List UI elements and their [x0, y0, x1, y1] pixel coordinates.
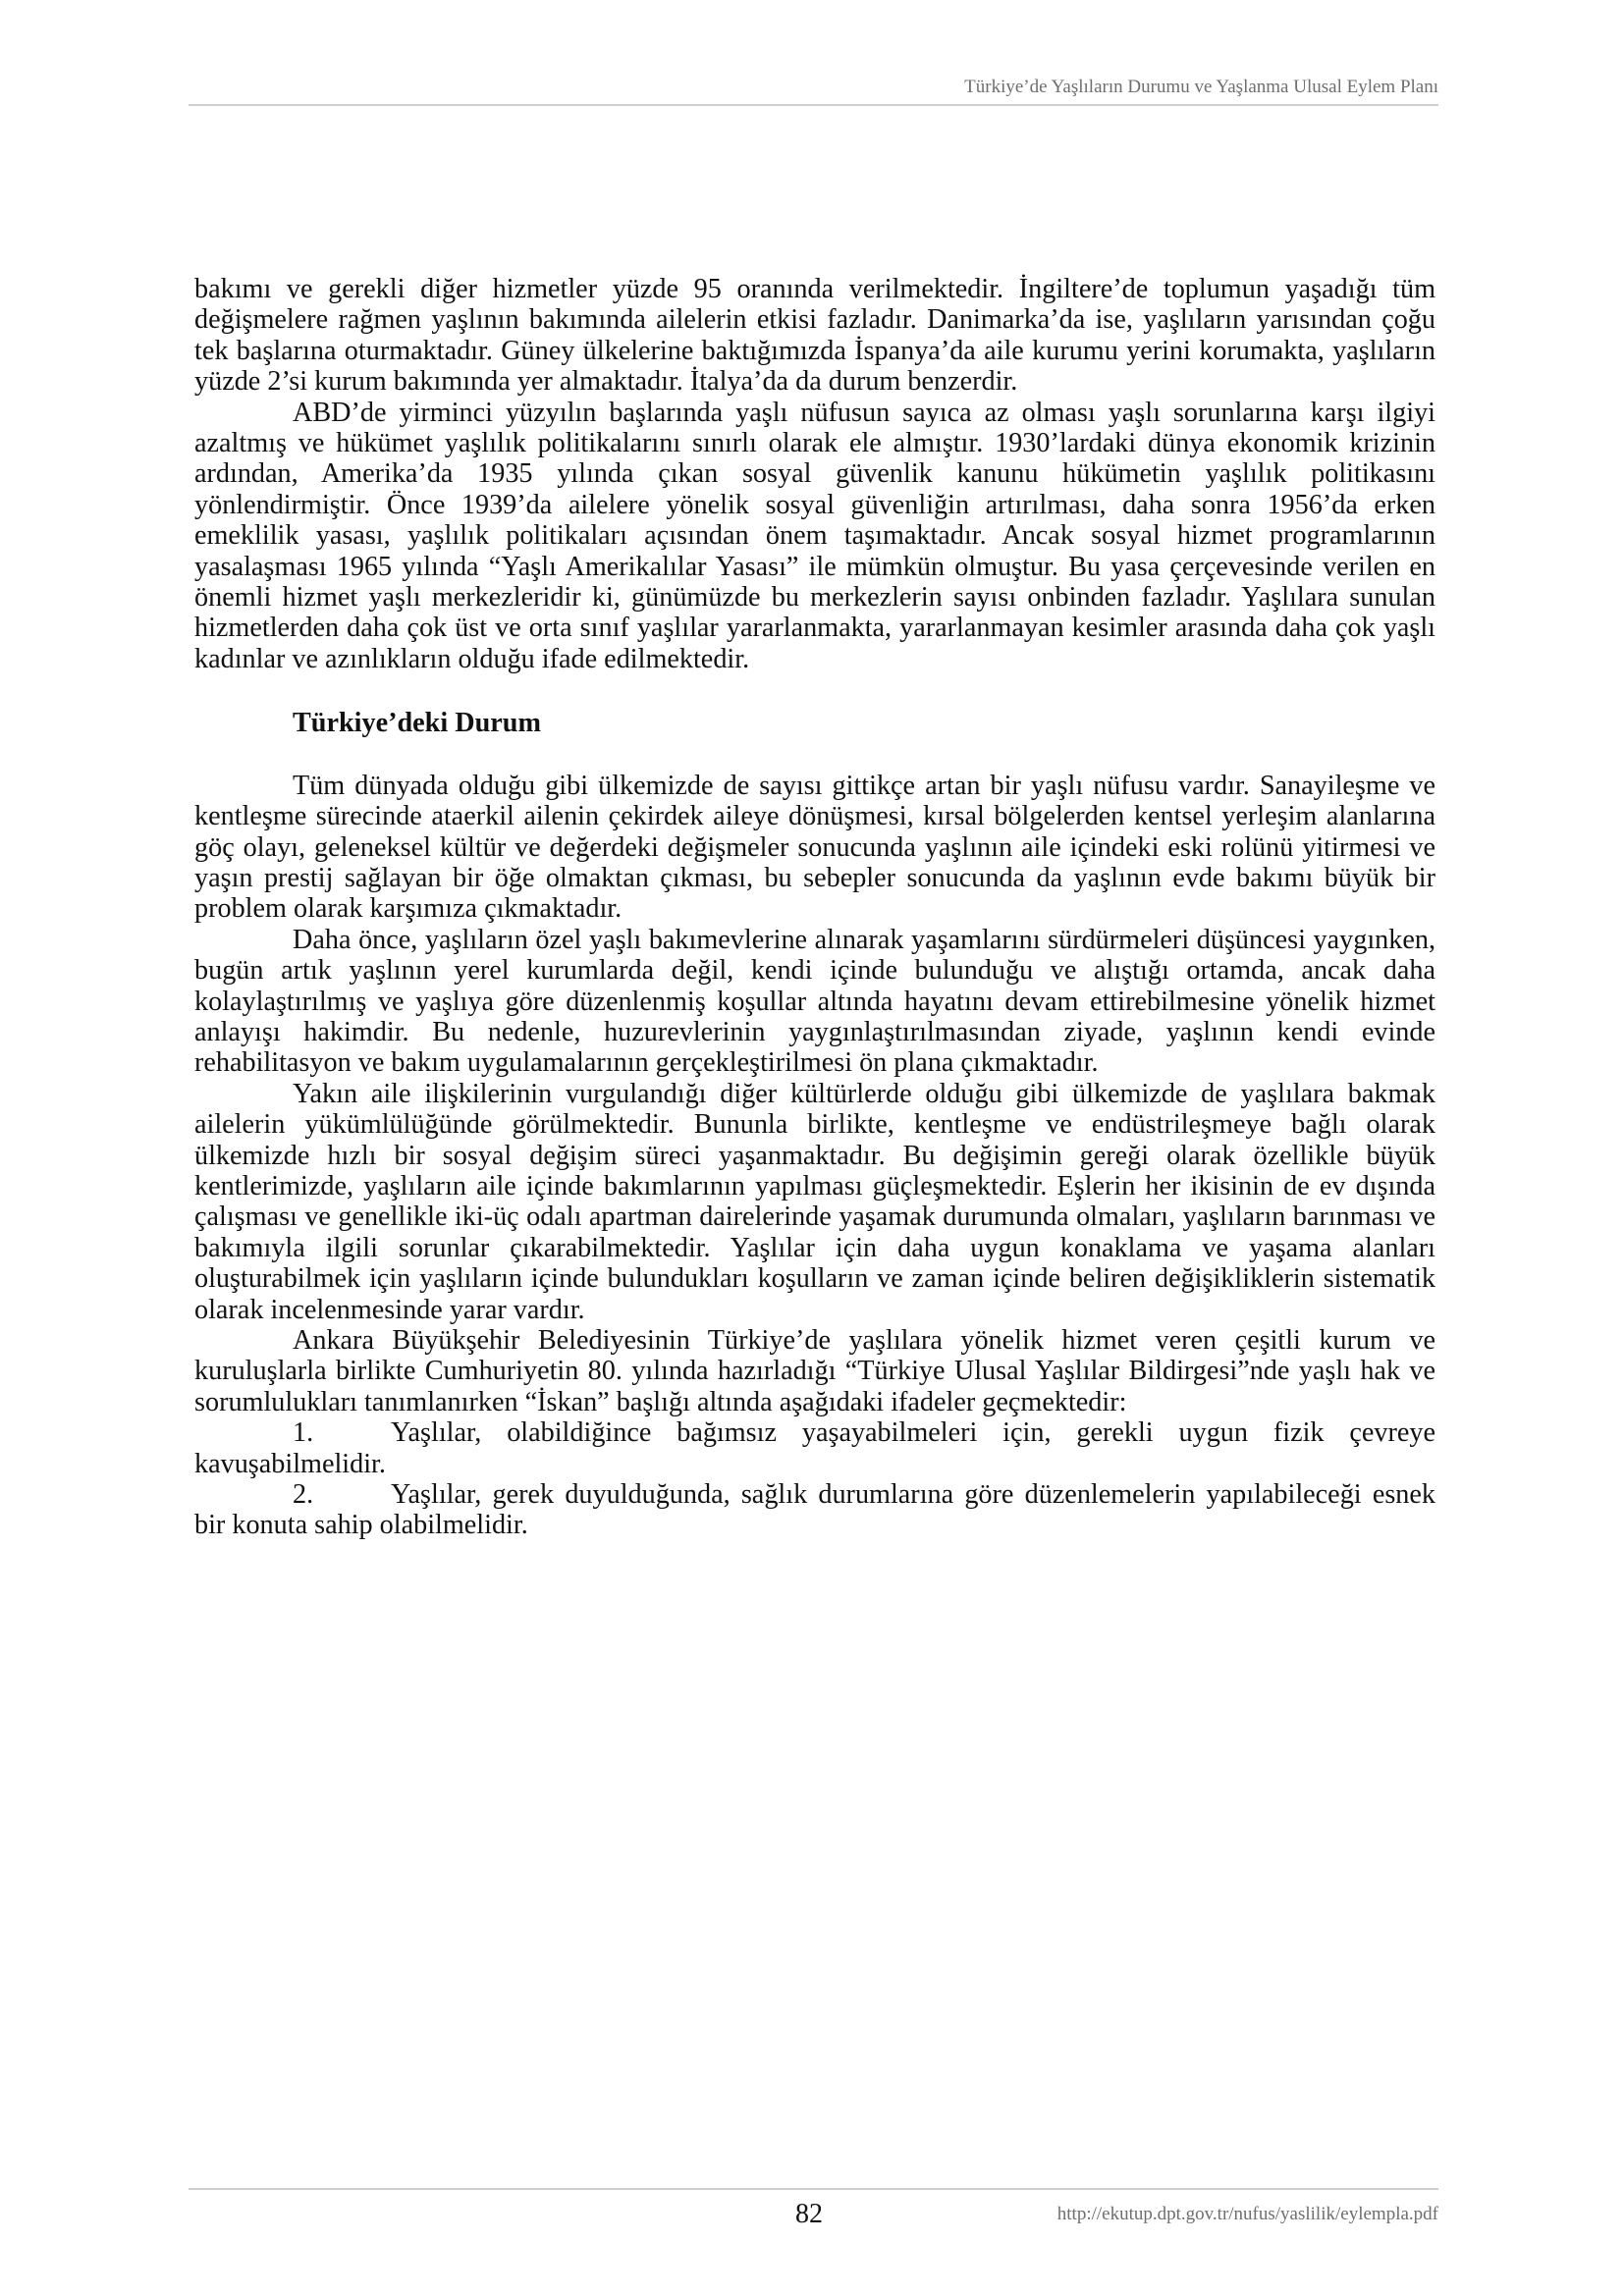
- footer-divider: [189, 2188, 1438, 2190]
- source-url: http://ekutup.dpt.gov.tr/nufus/yaslilik/eylempla.pdf: [1056, 2204, 1438, 2224]
- running-header: Türkiye’de Yaşlıların Durumu ve Yaşlanma Ulusal Eylem Planı: [964, 77, 1438, 97]
- list-item-text: Yaşlılar, olabildiğince bağımsız yaşayabilmeleri için, gerekli uygun fizik çevreye kavuşabilmelidir.: [194, 1417, 1435, 1479]
- list-item: [194, 1479, 1435, 1541]
- header-divider: [189, 104, 1438, 106]
- body-paragraph: Yakın aile ilişkilerinin vurgulandığı diğer kültürlerde olduğu gibi ülkemizde de yaşlılara bakmak ailelerin yükümlülüğünde görülmektedir. Bununla birlikte, kentleşme ve endüstrileşmeye bağlı olarak ülkemizde hızlı bir sosyal değişim süreci yaşanmaktadır. Bu değişimin gereği olarak özellikle büyük kentlerimizde, yaşlıların aile içinde bakımlarının yapılması güçleşmektedir. Eşlerin her ikisinin de ev dışında çalışması ve genellikle iki-üç odalı apartman dairelerinde yaşamak durumunda olmaları, yaşlıların barınması ve bakımıyla ilgili sorunlar çıkarabilmektedir. Yaşlılar için daha uygun konaklama ve yaşama alanları oluşturabilmek için yaşlıların içinde bulundukları koşulların ve zaman içinde beliren değişikliklerin sistematik olarak incelenmesinde yarar vardır.: [194, 1078, 1435, 1325]
- body-paragraph: Tüm dünyada olduğu gibi ülkemizde de sayısı gittikçe artan bir yaşlı nüfusu vardır. Sanayileşme ve kentleşme sürecinde ataerkil ailenin çekirdek aileye dönüşmesi, kırsal bölgelerden kentsel yerleşim alanlarına göç olayı, geleneksel kültür ve değerdeki değişmeler sonucunda yaşlının aile içindeki eski rolünü yitirmesi ve yaşın prestij sağlayan bir öğe olmaktan çıkması, bu sebepler sonucunda da yaşlının evde bakımı büyük bir problem olarak karşımıza çıkmaktadır.: [194, 770, 1435, 925]
- section-heading: Türkiye’deki Durum: [293, 708, 541, 739]
- list-item: [194, 1417, 1435, 1479]
- page-body: [194, 274, 1435, 1541]
- body-paragraph: bakımı ve gerekli diğer hizmetler yüzde 95 oranında verilmektedir. İngiltere’de toplumun yaşadığı tüm değişmelere rağmen yaşlının bakımında ailelerin etkisi fazladır. Danimarka’da ise, yaşlıların yarısından çoğu tek başlarına oturmaktadır. Güney ülkelerine baktığımızda İspanya’da aile kurumu yerini korumakta, yaşlıların yüzde 2’si kurum bakımında yer almaktadır. İtalya’da da durum benzerdir.: [194, 274, 1435, 398]
- body-paragraph: Daha önce, yaşlıların özel yaşlı bakımevlerine alınarak yaşamlarını sürdürmeleri düşüncesi yaygınken, bugün artık yaşlının yerel kurumlarda değil, kendi içinde bulunduğu ve alıştığı ortamda, ancak daha kolaylaştırılmış ve yaşlıya göre düzenlenmiş koşullar altında hayatını devam ettirebilmesine yönelik hizmet anlayışı hakimdir. Bu nedenle, huzurevlerinin yaygınlaştırılmasından ziyade, yaşlının kendi evinde rehabilitasyon ve bakım uygulamalarının gerçekleştirilmesi ön plana çıkmaktadır.: [194, 924, 1435, 1079]
- list-item-number: 1.: [293, 1417, 314, 1449]
- list-item-number: 2.: [293, 1479, 314, 1511]
- body-paragraph: Ankara Büyükşehir Belediyesinin Türkiye’de yaşlılara yönelik hizmet veren çeşitli kurum ve kuruluşlarla birlikte Cumhuriyetin 80. yılında hazırladığı “Türkiye Ulusal Yaşlılar Bildirgesi”nde yaşlı hak ve sorumlulukları tanımlanırken “İskan” başlığı altında aşağıdaki ifadeler geçmektedir:: [194, 1325, 1435, 1417]
- page-number: 82: [795, 2199, 823, 2229]
- list-item-text: Yaşlılar, gerek duyulduğunda, sağlık durumlarına göre düzenlemelerin yapılabileceği esnek bir konuta sahip olabilmelidir.: [194, 1479, 1435, 1541]
- body-paragraph: ABD’de yirminci yüzyılın başlarında yaşlı nüfusun sayıca az olması yaşlı sorunlarına karşı ilgiyi azaltmış ve hükümet yaşlılık politikalarını sınırlı olarak ele almıştır. 1930’lardaki dünya ekonomik krizinin ardından, Amerika’da 1935 yılında çıkan sosyal güvenlik kanunu hükümetin yaşlılık politikasını yönlendirmiştir. Önce 1939’da ailelere yönelik sosyal güvenliğin artırılması, daha sonra 1956’da erken emeklilik yasası, yaşlılık politikaları açısından önem taşımaktadır. Ancak sosyal hizmet programlarının yasalaşması 1965 yılında “Yaşlı Amerikalılar Yasası” ile mümkün olmuştur. Bu yasa çerçevesinde verilen en önemli hizmet yaşlı merkezleridir ki, günümüzde bu merkezlerin sayısı onbinden fazladır. Yaşlılara sunulan hizmetlerden daha çok üst ve orta sınıf yaşlılar yararlanmakta, yararlanmayan kesimler arasında daha çok yaşlı kadınlar ve azınlıkların olduğu ifade edilmektedir.: [194, 397, 1435, 674]
